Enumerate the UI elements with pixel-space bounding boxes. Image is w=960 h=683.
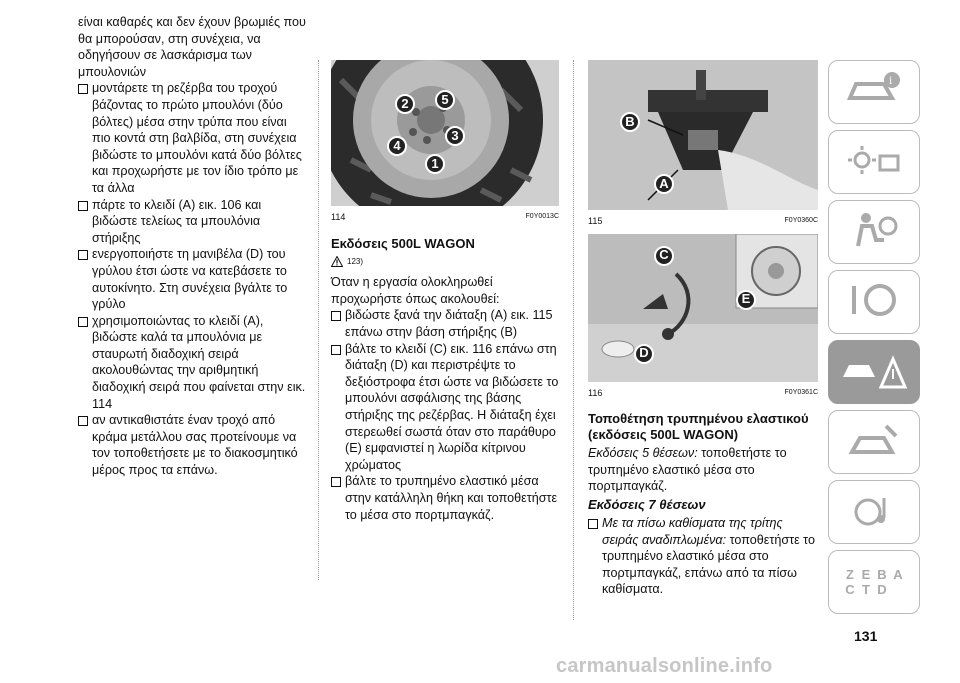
label-D: D	[634, 344, 654, 364]
svg-text:i: i	[889, 75, 893, 87]
bullet-item: βάλτε το κλειδί (C) εικ. 116 επάνω στη διάταξη (D) και περιστρέψτε το δεξιόστροφα έτσι ώστε να βιδώσετε το μπουλόνι ασφάλισης της βάσης στήριξης της ρεζέρβας. Η διάταξη έχει στερεωθεί σωστά όταν στο παράθυρο (E) εμφανιστεί η λωρίδα κίτρινου χρώματος	[331, 341, 559, 474]
figure-code: F0Y0361C	[784, 388, 818, 396]
figure-115-jack-bracket	[588, 60, 818, 210]
subheading-7-seats: Εκδόσεις 7 θέσεων	[588, 496, 706, 512]
column-divider	[318, 60, 319, 580]
section-heading: Τοποθέτηση τρυπημένου ελαστικού (εκδόσεις 500L WAGON)	[588, 411, 809, 443]
column-3	[588, 14, 818, 598]
label-5: 5	[435, 90, 455, 110]
bullet-item: μοντάρετε τη ρεζέρβα του τροχού βάζοντας το πρώτο μπουλόνι (δύο βόλτες) μέσα στην τρύπα που είναι πιο κοντά στη βαλβίδα, στη συνέχεια βιδώστε το μπουλόνι κατά δύο βόλτες και προχωρήστε με τον ίδιο τρόπο με τα άλλα	[78, 80, 306, 196]
checkbox-bullet-icon	[78, 250, 88, 260]
chapter-tab-8[interactable]	[828, 550, 920, 614]
label-1: 1	[425, 154, 445, 174]
bullet-item: αν αντικαθιστάτε έναν τροχό από κράμα μετάλλου σας προτείνουμε να τον τοποθετήσετε με το διακοσμητικό μέρος προς τα επάνω.	[78, 412, 306, 478]
chapter-tab-3[interactable]	[828, 200, 920, 264]
chapter-sidebar	[828, 60, 928, 620]
intro-text: Όταν η εργασία ολοκληρωθεί προχωρήστε όπως ακολουθεί:	[331, 275, 500, 306]
checkbox-bullet-icon	[331, 477, 341, 487]
label-3: 3	[445, 126, 465, 146]
steering-keys-icon	[844, 280, 904, 325]
label-A: A	[654, 174, 674, 194]
paragraph: είναι καθαρές και δεν έχουν βρωμιές που θα μπορούσαν, στη συνέχεια, να οδηγήσουν σε λασκάρισμα των μπουλονιών	[78, 15, 306, 79]
figure-115-caption	[588, 213, 818, 230]
figure-number: 116	[588, 387, 603, 398]
figure-116-spare-wheel-lock	[588, 234, 818, 382]
wrench-car-icon	[844, 420, 904, 465]
checkbox-bullet-icon	[78, 201, 88, 211]
index-letter: D	[877, 582, 887, 597]
warning-reference: 123)	[331, 254, 559, 271]
index-letter: B	[877, 567, 887, 582]
figure-114-wheel	[331, 60, 559, 206]
section-heading: Εκδόσεις 500L WAGON	[331, 235, 475, 251]
index-letter: C	[845, 582, 855, 597]
bullet-item: χρησιμοποιώντας το κλειδί (A), βιδώστε καλά τα μπουλόνια με σταυρωτή διαδοχική σειρά ακολουθώντας την αριθμητική διαδοχική σειρά που φαίνεται στην εικ. 114	[78, 313, 306, 413]
column-2	[331, 14, 559, 523]
checkbox-bullet-icon	[78, 416, 88, 426]
figure-116-caption	[588, 385, 818, 402]
index-letter: T	[862, 582, 870, 597]
chapter-tab-1[interactable]	[828, 60, 920, 124]
dashboard-lights-icon	[844, 140, 904, 185]
figure-code: F0Y0360C	[784, 217, 818, 224]
figure-number: 115	[588, 216, 603, 226]
checkbox-bullet-icon	[78, 317, 88, 327]
warning-triangle-icon	[331, 256, 343, 267]
checkbox-bullet-icon	[588, 519, 598, 529]
music-icon	[844, 490, 904, 535]
label-4: 4	[387, 136, 407, 156]
bullet-item: πάρτε το κλειδί (A) εικ. 106 και βιδώστε τελείως τα μπουλόνια στήριξης	[78, 197, 306, 247]
bullet-item: βιδώστε ξανά την διάταξη (A) εικ. 115 επάνω στην βάση στήριξης (B)	[331, 307, 559, 340]
bracket-illustration	[588, 60, 818, 210]
lock-illustration	[588, 234, 818, 382]
column-divider	[573, 60, 574, 620]
car-info-icon	[844, 70, 904, 115]
page-number: 131	[854, 628, 878, 644]
label-B: B	[620, 112, 640, 132]
chapter-tab-6[interactable]	[828, 410, 920, 474]
index-letter: A	[893, 567, 903, 582]
checkbox-bullet-icon	[78, 84, 88, 94]
bullet-item: βάλτε το τρυπημένο ελαστικό μέσα στην κατάλληλη θήκη και τοποθετήστε το μέσα στο πορτμπαγκάζ.	[331, 473, 559, 523]
chapter-tab-2[interactable]	[828, 130, 920, 194]
label-2: 2	[395, 94, 415, 114]
column-1	[78, 14, 306, 479]
chapter-tab-4[interactable]	[828, 270, 920, 334]
figure-114-caption	[331, 209, 559, 226]
index-letter: Z	[846, 567, 854, 582]
index-letters-icon	[842, 567, 906, 597]
figure-number: 114	[331, 212, 346, 222]
label-C: C	[654, 246, 674, 266]
chapter-tab-5[interactable]	[828, 340, 920, 404]
index-letter: E	[861, 567, 871, 582]
airbag-seat-icon	[844, 210, 904, 255]
bullet-item: ενεργοποιήστε τη μανιβέλα (D) του γρύλου έτσι ώστε να κατεβάσετε το αυτοκίνητο. Στη συνέχεια βγάλτε το γρύλο	[78, 246, 306, 312]
breakdown-warning-icon	[839, 347, 909, 398]
bullet-item: Με τα πίσω καθίσματα της τρίτης σειράς αναδιπλωμένα: τοποθετήστε το τρυπημένο ελαστικό μέσα στο πορτμπαγκάζ, επάνω από τα πίσω καθίσματα.	[588, 515, 818, 598]
checkbox-bullet-icon	[331, 345, 341, 355]
label-E: E	[736, 290, 756, 310]
paragraph-5-seats: Εκδόσεις 5 θέσεων: τοποθετήστε το τρυπημένο ελαστικό μέσα στο πορτμπαγκάζ.	[588, 446, 787, 494]
figure-code: F0Y0013C	[525, 213, 559, 220]
chapter-tab-7[interactable]	[828, 480, 920, 544]
checkbox-bullet-icon	[331, 311, 341, 321]
watermark: carmanualsonline.info	[556, 655, 773, 677]
